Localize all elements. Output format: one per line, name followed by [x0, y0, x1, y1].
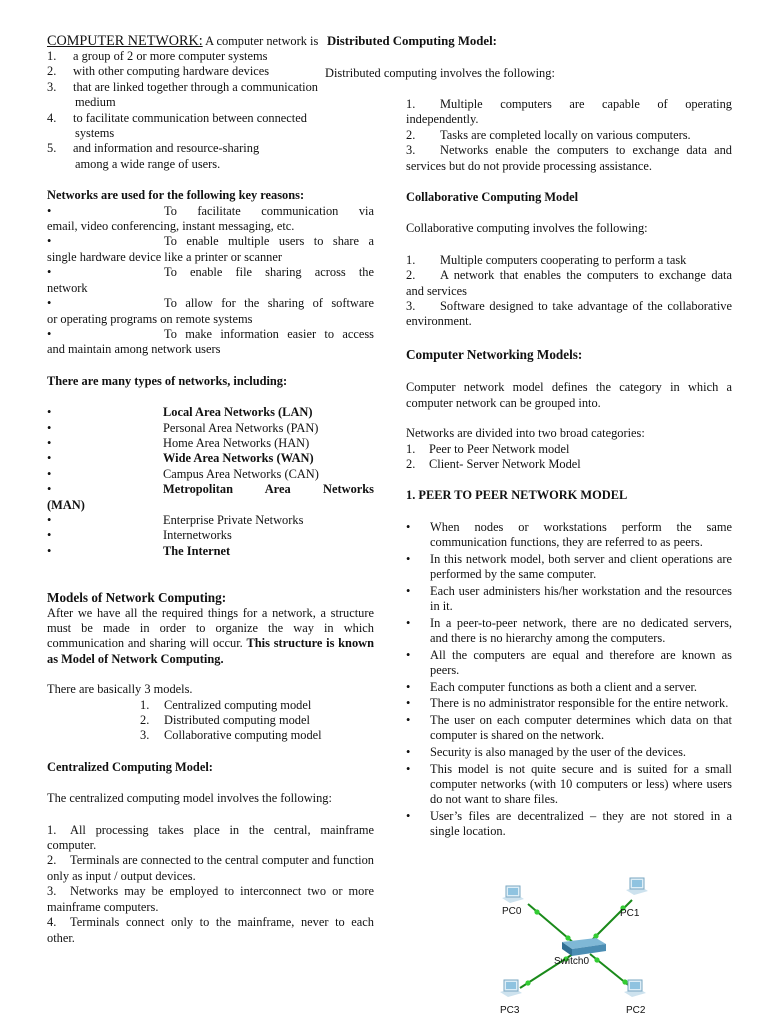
- pc3-label: PC3: [500, 1005, 520, 1016]
- distributed-heading: Distributed Computing Model:: [327, 34, 497, 48]
- p2p-text: The user on each computer determines which data on that computer is shared on the network.: [430, 712, 732, 743]
- definition-number: 2.: [47, 64, 57, 79]
- bullet-icon: •: [47, 203, 52, 218]
- network-type-item: [47, 436, 374, 451]
- p2p-item: [406, 648, 732, 679]
- cnm-heading: Computer Networking Models:: [406, 346, 583, 362]
- reason-first-line: [47, 327, 374, 342]
- definition-continuation: medium: [75, 95, 116, 110]
- item-number: 4.: [47, 915, 57, 930]
- definition-continuation: among a wide range of users.: [75, 156, 221, 171]
- network-type-text: The Internet: [163, 543, 231, 558]
- three-models-list: [47, 698, 374, 744]
- p2p-text: In this network model, both server and client operations are performed by the same computer.: [430, 551, 732, 582]
- reason-rest: and maintain among network users: [47, 342, 221, 357]
- distributed-item: [406, 128, 732, 143]
- collab-item: [406, 253, 732, 268]
- definition-text: a group of 2 or more computer systems: [73, 49, 268, 63]
- item-text: Tasks are completed locally on various computers.: [440, 127, 691, 142]
- network-type-item: [47, 421, 374, 436]
- reason-item: [47, 234, 374, 265]
- reason-rest: network: [47, 280, 88, 295]
- right-column: [406, 97, 732, 841]
- network-type-item: [47, 405, 374, 420]
- collab-list: [406, 253, 732, 330]
- item-number: 3.: [406, 143, 416, 158]
- centralized-list: [47, 823, 374, 946]
- item-number: 2.: [406, 127, 416, 142]
- bullet-icon: •: [406, 519, 411, 534]
- bullet-icon: •: [47, 528, 52, 543]
- p2p-text: In a peer-to-peer network, there are no dedicated servers, and there is no hierarchy among the computers.: [430, 615, 732, 646]
- item-text: Networks may be employed to interconnect two or more mainframe computers.: [47, 884, 374, 914]
- reason-first-line: [47, 234, 374, 249]
- definition-continuation: systems: [75, 126, 115, 141]
- reason-first-line: [47, 204, 374, 219]
- bullet-icon: •: [406, 615, 411, 630]
- reason-text: To enable file sharing across the: [164, 265, 374, 280]
- left-column: [47, 34, 374, 946]
- p2p-text: User’s files are decentralized – they are not stored in a single location.: [430, 808, 732, 839]
- definition-number: 4.: [47, 110, 57, 125]
- collab-item: [406, 268, 732, 299]
- distributed-item: [406, 143, 732, 174]
- bullet-icon: •: [406, 744, 411, 759]
- item-number: 2.: [406, 268, 416, 283]
- p2p-text: When nodes or workstations perform the same communication functions, they are referred to as peers.: [430, 519, 732, 550]
- item-text: Multiple computers are capable of operating independently.: [406, 97, 732, 127]
- collab-item: [406, 299, 732, 330]
- pc0-label: PC0: [502, 906, 522, 917]
- network-type-text: Internetworks: [163, 528, 232, 543]
- reason-text: To make information easier to access: [164, 326, 374, 341]
- reason-text: To facilitate communication via: [164, 203, 374, 218]
- network-type-item: [47, 482, 374, 513]
- network-type-first-line: [47, 482, 374, 497]
- item-text: All processing takes place in the central, mainframe computer.: [47, 822, 374, 853]
- centralized-item: [47, 915, 374, 946]
- models-paragraph: After we have all the required things for a network, a structure must be made in order to organize the way in which communication and sharing will occur. This structure is known as Model of Network Computing.: [47, 605, 374, 666]
- p2p-item: [406, 745, 732, 760]
- network-definition-title: [47, 34, 374, 49]
- reason-rest: email, video conferencing, instant messaging, etc.: [47, 219, 295, 234]
- network-type-text: Personal Area Networks (PAN): [163, 420, 319, 435]
- reason-item: [47, 296, 374, 327]
- p2p-item: [406, 762, 732, 808]
- item-text: Distributed computing model: [164, 713, 310, 728]
- distributed-list: [406, 97, 732, 174]
- divided-text: Networks are divided into two broad categories:: [406, 426, 645, 441]
- distributed-intro: Distributed computing involves the following:: [325, 66, 555, 80]
- network-type-item: [47, 528, 374, 543]
- p2p-text: Each computer functions as both a client and a server.: [430, 679, 697, 694]
- bullet-icon: •: [47, 512, 52, 527]
- pc0-icon: [502, 886, 524, 903]
- categories-list: [406, 442, 732, 473]
- definition-number: 1.: [47, 49, 57, 63]
- item-number: 2.: [406, 456, 416, 471]
- definition-text: that are linked together through a communication: [73, 79, 318, 94]
- p2p-list: [406, 520, 732, 840]
- definition-text: to facilitate communication between connected: [73, 110, 307, 125]
- item-number: 1.: [406, 441, 416, 456]
- bullet-icon: •: [47, 451, 52, 466]
- centralized-heading: Centralized Computing Model:: [47, 759, 213, 774]
- network-type-text: Local Area Networks (LAN): [163, 405, 313, 420]
- network-diagram: [480, 872, 680, 1022]
- basically-three-models: There are basically 3 models.: [47, 682, 193, 697]
- bullet-icon: •: [406, 761, 411, 776]
- reason-rest: single hardware device like a printer or scanner: [47, 249, 282, 264]
- cnm-paragraph: Computer network model defines the category in which a computer network can be grouped into.: [406, 380, 732, 410]
- item-number: 2.: [140, 713, 150, 728]
- p2p-item: [406, 696, 732, 711]
- bullet-icon: •: [406, 696, 411, 711]
- reasons-list: [47, 204, 374, 358]
- reasons-heading: Networks are used for the following key reasons:: [47, 188, 305, 203]
- p2p-text: There is no administrator responsible for the entire network.: [430, 696, 729, 711]
- item-number: 1.: [140, 697, 150, 712]
- item-text: Terminals connect only to the mainframe, never to each other.: [47, 915, 374, 945]
- bullet-icon: •: [406, 712, 411, 727]
- model-item: [140, 698, 374, 713]
- item-text: Centralized computing model: [164, 697, 312, 712]
- definition-text: and information and resource-sharing: [73, 141, 260, 156]
- network-type-rest: (MAN): [47, 497, 85, 512]
- centralized-intro: The centralized computing model involves the following:: [47, 791, 332, 806]
- definition-number: 3.: [47, 79, 57, 94]
- types-heading: There are many types of networks, including:: [47, 373, 288, 388]
- network-type-text: Home Area Networks (HAN): [163, 435, 310, 450]
- item-text: Client- Server Network Model: [429, 456, 581, 471]
- p2p-text: Each user administers his/her workstation and the resources in it.: [430, 583, 732, 614]
- p2p-item: [406, 584, 732, 615]
- category-item: [406, 442, 732, 457]
- pc2-label: PC2: [626, 1005, 646, 1016]
- p2p-text: All the computers are equal and therefore are known as peers.: [430, 647, 732, 678]
- item-text: Networks enable the computers to exchange data and services but do not provide processing assistance.: [406, 143, 732, 173]
- item-text: A network that enables the computers to exchange data and services: [406, 268, 732, 298]
- bullet-icon: •: [406, 808, 411, 823]
- types-list: [47, 405, 374, 559]
- collab-intro: Collaborative computing involves the following:: [406, 221, 648, 236]
- switch-label: Switch0: [554, 956, 590, 967]
- item-text: Software designed to take advantage of the collaborative environment.: [406, 299, 732, 329]
- item-number: 1.: [406, 97, 416, 111]
- bullet-icon: •: [47, 265, 52, 280]
- p2p-item: [406, 713, 732, 744]
- reason-text: To enable multiple users to share a: [164, 234, 374, 249]
- bullet-icon: •: [406, 583, 411, 598]
- bullet-icon: •: [47, 326, 52, 341]
- item-number: 1.: [406, 252, 416, 267]
- bullet-icon: •: [47, 296, 52, 311]
- p2p-item: [406, 552, 732, 583]
- bullet-icon: •: [406, 679, 411, 694]
- definition-item: [47, 80, 374, 111]
- network-heading: COMPUTER NETWORK:: [47, 33, 203, 49]
- model-item: [140, 713, 374, 728]
- bullet-icon: •: [47, 234, 52, 249]
- model-item: [140, 728, 374, 743]
- reason-item: [47, 327, 374, 358]
- p2p-text: Security is also managed by the user of the devices.: [430, 744, 686, 759]
- centralized-item: [47, 853, 374, 884]
- item-number: 2.: [47, 853, 57, 868]
- network-type-item: [47, 467, 374, 482]
- item-number: 3.: [406, 299, 416, 314]
- reason-first-line: [47, 265, 374, 280]
- pc1-icon: [626, 878, 648, 895]
- p2p-text: This model is not quite secure and is suited for a small computer networks (with 10 computers or less) where users do not want to share files.: [430, 761, 732, 807]
- reason-rest: or operating programs on remote systems: [47, 311, 253, 326]
- item-text: Multiple computers cooperating to perform a task: [440, 252, 687, 267]
- item-number: 3.: [140, 728, 150, 743]
- definition-number: 5.: [47, 141, 57, 156]
- p2p-item: [406, 520, 732, 551]
- definition-text: with other computing hardware devices: [73, 64, 270, 79]
- collab-heading: Collaborative Computing Model: [406, 190, 579, 205]
- models-heading: Models of Network Computing:: [47, 590, 227, 606]
- p2p-item: [406, 680, 732, 695]
- centralized-item: [47, 823, 374, 854]
- reason-first-line: [47, 296, 374, 311]
- definition-item: [47, 111, 374, 142]
- bullet-icon: •: [47, 466, 52, 481]
- definition-item: [47, 141, 374, 172]
- pc1-label: PC1: [620, 908, 640, 919]
- network-type-text: Wide Area Networks (WAN): [163, 451, 314, 466]
- switch-icon: [562, 938, 606, 956]
- p2p-item: [406, 809, 732, 840]
- pc3-icon: [500, 980, 522, 997]
- bullet-icon: •: [47, 482, 52, 497]
- centralized-item: [47, 884, 374, 915]
- item-text: Terminals are connected to the central computer and function only as input / output devices.: [47, 853, 374, 883]
- item-number: 3.: [47, 884, 57, 899]
- p2p-item: [406, 616, 732, 647]
- item-number: 1.: [47, 822, 57, 837]
- item-text: Collaborative computing model: [164, 728, 322, 743]
- item-text: Peer to Peer Network model: [429, 441, 570, 456]
- bullet-icon: •: [47, 405, 52, 420]
- reason-item: [47, 204, 374, 235]
- bullet-icon: •: [47, 543, 52, 558]
- network-type-text: Enterprise Private Networks: [163, 512, 304, 527]
- p2p-heading: 1. PEER TO PEER NETWORK MODEL: [406, 488, 628, 503]
- network-type-text: Campus Area Networks (CAN): [163, 466, 319, 481]
- network-type-item: [47, 544, 374, 559]
- bullet-icon: •: [47, 435, 52, 450]
- reason-text: To allow for the sharing of software: [164, 296, 374, 311]
- bullet-icon: •: [406, 551, 411, 566]
- network-type-item: [47, 513, 374, 528]
- network-heading-tail: A computer network is: [205, 34, 319, 48]
- category-item: [406, 457, 732, 472]
- network-type-text: Metropolitan Area Networks: [163, 482, 374, 497]
- network-type-item: [47, 451, 374, 466]
- bullet-icon: •: [406, 647, 411, 662]
- definition-item: [47, 49, 374, 64]
- reason-item: [47, 265, 374, 296]
- distributed-item: [406, 97, 732, 128]
- bullet-icon: •: [47, 420, 52, 435]
